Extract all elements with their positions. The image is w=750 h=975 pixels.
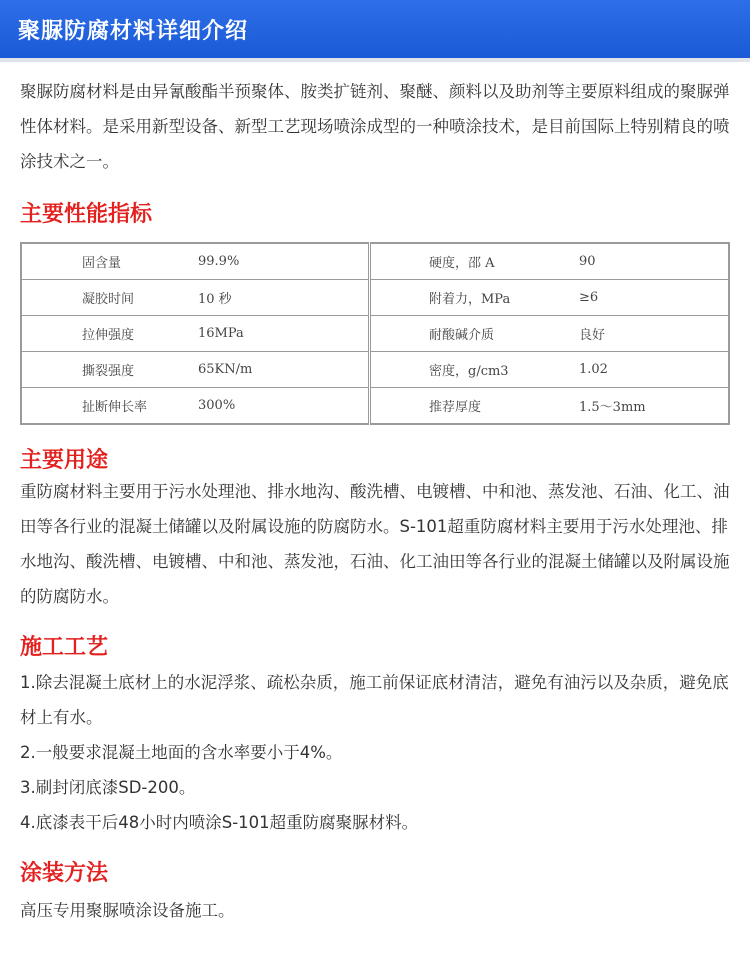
intro-paragraph: 聚脲防腐材料是由异氰酸酯半预聚体、胺类扩链剂、聚醚、颜料以及助剂等主要原料组成的聚脲弹性体材料。是采用新型设备、新型工艺现场喷涂成型的一种喷涂技术，是目前国际上特别精良的喷涂技术之一。 [20, 82, 730, 171]
spec-name: 密度，g/cm3 [370, 352, 560, 388]
spec-value: 1.02 [559, 352, 729, 388]
coating-title: 涂装方法 [20, 861, 109, 886]
spec-name: 扯断伸长率 [82, 400, 148, 415]
spec-name: 拉伸强度 [21, 316, 198, 352]
spec-value: 300% [198, 398, 236, 413]
process-step: 2.一般要求混凝土地面的含水率要小于4%。 [20, 743, 343, 762]
spec-value: 65KN/m [198, 352, 370, 388]
usage-title: 主要用途 [20, 448, 109, 473]
spec-value: 99.9% [198, 243, 370, 280]
banner-title: 聚脲防腐材料详细介绍 [18, 18, 249, 44]
table-row [21, 280, 729, 316]
spec-name: 撕裂强度 [21, 352, 198, 388]
page-banner [0, 0, 750, 62]
spec-name: 耐酸碱介质 [370, 316, 560, 352]
spec-value: 90 [559, 243, 729, 280]
spec-name: 硬度，邵 A [370, 243, 560, 280]
table-row [21, 352, 729, 388]
spec-value: 1.5～3mm [579, 400, 646, 415]
spec-name: 附着力，MPa [370, 280, 560, 316]
process-step: 4.底漆表干后48小时内喷涂S-101超重防腐聚脲材料。 [20, 813, 419, 832]
spec-value: ≥6 [559, 280, 729, 316]
spec-name: 凝胶时间 [21, 280, 198, 316]
spec-name: 固含量 [21, 243, 198, 280]
spec-value: 良好 [559, 316, 729, 352]
spec-value: 16MPa [198, 316, 370, 352]
performance-table [20, 242, 730, 425]
table-row [21, 243, 729, 280]
main-content [0, 74, 750, 928]
spec-value: 10 秒 [198, 280, 370, 316]
performance-title: 主要性能指标 [20, 202, 153, 227]
process-step: 3.刷封闭底漆SD-200。 [20, 778, 196, 797]
coating-paragraph: 高压专用聚脲喷涂设备施工。 [20, 901, 235, 920]
table-row [21, 316, 729, 352]
table-row [21, 388, 729, 425]
process-title: 施工工艺 [20, 635, 109, 660]
spec-name: 推荐厚度 [370, 388, 560, 425]
usage-paragraph: 重防腐材料主要用于污水处理池、排水地沟、酸洗槽、电镀槽、中和池、蒸发池、石油、化工、油田等各行业的混凝土储罐以及附属设施的防腐防水。S-101超重防腐材料主要用于污水处理池、排水地沟、酸洗槽、电镀槽、中和池、蒸发池，石油、化工油田等各行业的混凝土储罐以及附属设施的防腐防水。 [20, 482, 730, 606]
process-step: 1.除去混凝土底材上的水泥浮浆、疏松杂质，施工前保证底材清洁，避免有油污以及杂质，避免底材上有水。 [20, 673, 729, 727]
